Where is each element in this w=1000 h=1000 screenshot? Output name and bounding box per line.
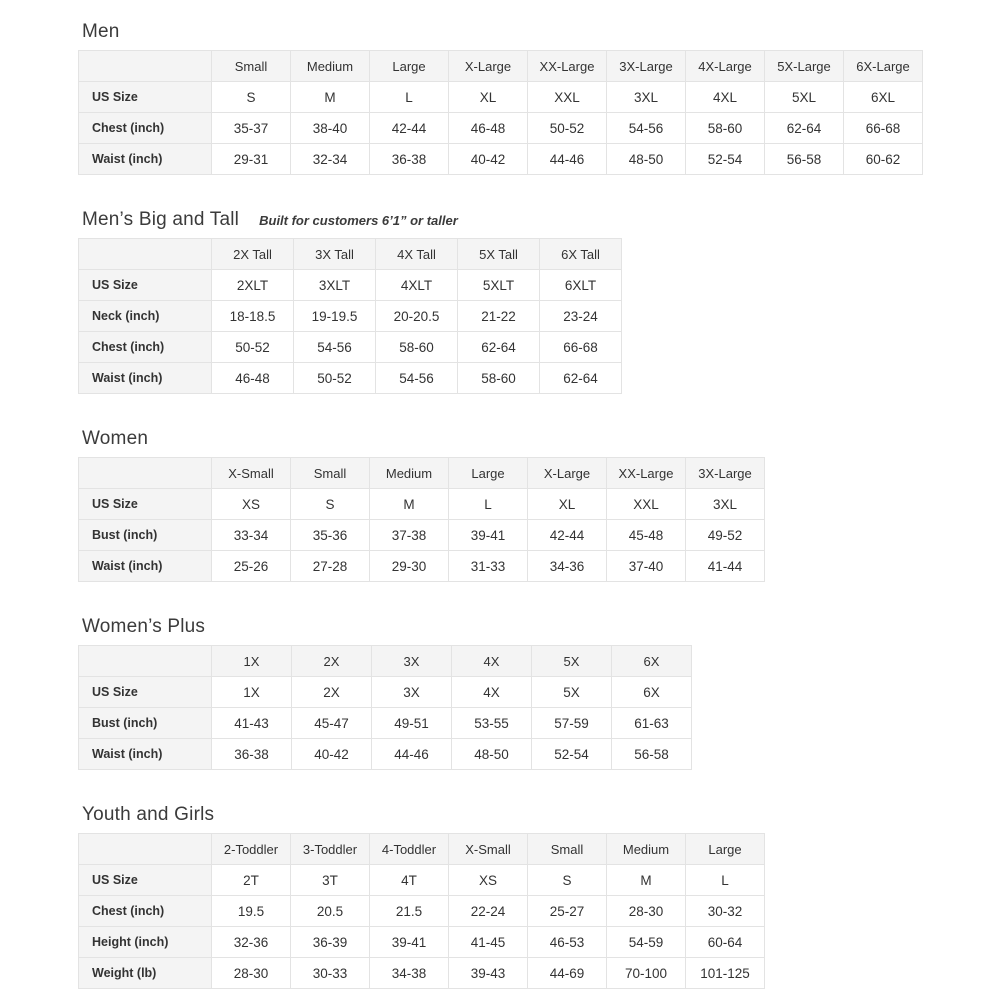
size-value: 66-68	[844, 113, 923, 144]
size-value: 34-38	[370, 958, 449, 989]
size-value: 50-52	[528, 113, 607, 144]
section-header-men	[82, 21, 1000, 43]
corner-cell	[79, 239, 212, 270]
column-header: 3X	[372, 646, 452, 677]
row-label: Neck (inch)	[79, 301, 212, 332]
section-subtitle-mens-big-and-tall: Built for customers 6’1” or taller	[259, 213, 458, 228]
size-value: 19.5	[212, 896, 291, 927]
size-value: 34-36	[528, 551, 607, 582]
table-row	[79, 677, 692, 708]
table-row	[79, 708, 692, 739]
column-header: 2X Tall	[212, 239, 294, 270]
size-value: M	[370, 489, 449, 520]
column-header: Medium	[607, 834, 686, 865]
column-header: X-Large	[449, 51, 528, 82]
size-value: 29-30	[370, 551, 449, 582]
size-value: 22-24	[449, 896, 528, 927]
row-label: Height (inch)	[79, 927, 212, 958]
size-value: 40-42	[292, 739, 372, 770]
size-value: 5XLT	[458, 270, 540, 301]
size-value: 49-52	[686, 520, 765, 551]
column-header: 5X-Large	[765, 51, 844, 82]
size-value: 4X	[452, 677, 532, 708]
size-value: 54-56	[607, 113, 686, 144]
section-title-youth-and-girls: Youth and Girls	[82, 804, 215, 825]
section-title-men: Men	[82, 21, 120, 42]
size-value: 25-27	[528, 896, 607, 927]
row-label: US Size	[79, 677, 212, 708]
column-header: XX-Large	[607, 458, 686, 489]
header-row	[79, 458, 765, 489]
table-row	[79, 82, 923, 113]
size-value: 21.5	[370, 896, 449, 927]
table-row	[79, 520, 765, 551]
size-value: 27-28	[291, 551, 370, 582]
section-womens-plus	[78, 616, 1000, 770]
column-header: 4X Tall	[376, 239, 458, 270]
table-row	[79, 927, 765, 958]
size-value: 60-64	[686, 927, 765, 958]
size-value: XS	[449, 865, 528, 896]
row-label: US Size	[79, 270, 212, 301]
size-value: 3XLT	[294, 270, 376, 301]
size-value: XL	[449, 82, 528, 113]
size-value: 18-18.5	[212, 301, 294, 332]
size-value: 41-44	[686, 551, 765, 582]
size-value: 31-33	[449, 551, 528, 582]
column-header: Medium	[370, 458, 449, 489]
size-value: 3X	[372, 677, 452, 708]
corner-cell	[79, 646, 212, 677]
size-value: 5XL	[765, 82, 844, 113]
size-value: 66-68	[540, 332, 622, 363]
size-value: 35-36	[291, 520, 370, 551]
size-value: 35-37	[212, 113, 291, 144]
section-header-youth-and-girls	[82, 804, 1000, 826]
size-value: 4XL	[686, 82, 765, 113]
size-value: 45-47	[292, 708, 372, 739]
row-label: Bust (inch)	[79, 708, 212, 739]
column-header: 4X-Large	[686, 51, 765, 82]
size-value: 36-38	[212, 739, 292, 770]
column-header: 2X	[292, 646, 372, 677]
column-header: 6X Tall	[540, 239, 622, 270]
size-value: L	[449, 489, 528, 520]
size-value: L	[370, 82, 449, 113]
size-value: 42-44	[370, 113, 449, 144]
row-label: Waist (inch)	[79, 739, 212, 770]
size-value: 50-52	[212, 332, 294, 363]
size-value: XXL	[607, 489, 686, 520]
section-women	[78, 428, 1000, 582]
table-row	[79, 144, 923, 175]
table-row	[79, 739, 692, 770]
row-label: US Size	[79, 489, 212, 520]
size-value: 30-32	[686, 896, 765, 927]
size-table-womens-plus	[78, 645, 692, 770]
size-value: 39-41	[449, 520, 528, 551]
table-row	[79, 113, 923, 144]
column-header: 3-Toddler	[291, 834, 370, 865]
table-row	[79, 896, 765, 927]
section-youth-and-girls	[78, 804, 1000, 989]
column-header: Large	[686, 834, 765, 865]
size-value: 2X	[292, 677, 372, 708]
section-mens-big-and-tall	[78, 209, 1000, 394]
size-value: 54-59	[607, 927, 686, 958]
size-value: 52-54	[532, 739, 612, 770]
size-value: 56-58	[612, 739, 692, 770]
size-value: 4XLT	[376, 270, 458, 301]
corner-cell	[79, 458, 212, 489]
column-header: 6X-Large	[844, 51, 923, 82]
size-value: 37-40	[607, 551, 686, 582]
column-header: Large	[449, 458, 528, 489]
size-value: 57-59	[532, 708, 612, 739]
size-value: 62-64	[458, 332, 540, 363]
size-value: 25-26	[212, 551, 291, 582]
size-value: S	[528, 865, 607, 896]
column-header: 3X Tall	[294, 239, 376, 270]
row-label: Waist (inch)	[79, 363, 212, 394]
size-value: 20.5	[291, 896, 370, 927]
column-header: 3X-Large	[686, 458, 765, 489]
section-header-womens-plus	[82, 616, 1000, 638]
column-header: X-Large	[528, 458, 607, 489]
column-header: 2-Toddler	[212, 834, 291, 865]
size-value: 19-19.5	[294, 301, 376, 332]
size-value: 30-33	[291, 958, 370, 989]
section-header-mens-big-and-tall	[82, 209, 1000, 231]
size-value: 48-50	[452, 739, 532, 770]
size-value: 62-64	[765, 113, 844, 144]
size-value: 58-60	[376, 332, 458, 363]
size-value: 36-38	[370, 144, 449, 175]
size-table-youth-and-girls	[78, 833, 765, 989]
column-header: XX-Large	[528, 51, 607, 82]
size-value: 37-38	[370, 520, 449, 551]
size-value: 44-69	[528, 958, 607, 989]
column-header: 6X	[612, 646, 692, 677]
size-value: 29-31	[212, 144, 291, 175]
size-value: 32-34	[291, 144, 370, 175]
row-label: Bust (inch)	[79, 520, 212, 551]
size-value: 53-55	[452, 708, 532, 739]
size-value: 61-63	[612, 708, 692, 739]
size-value: 101-125	[686, 958, 765, 989]
column-header: Small	[528, 834, 607, 865]
column-header: 5X	[532, 646, 612, 677]
size-value: 38-40	[291, 113, 370, 144]
size-value: 2T	[212, 865, 291, 896]
size-value: 44-46	[528, 144, 607, 175]
header-row	[79, 239, 622, 270]
column-header: Medium	[291, 51, 370, 82]
size-value: 44-46	[372, 739, 452, 770]
table-row	[79, 551, 765, 582]
size-value: 33-34	[212, 520, 291, 551]
column-header: 3X-Large	[607, 51, 686, 82]
size-value: M	[607, 865, 686, 896]
size-value: 40-42	[449, 144, 528, 175]
section-men	[78, 21, 1000, 175]
size-value: 42-44	[528, 520, 607, 551]
table-row	[79, 865, 765, 896]
size-value: 48-50	[607, 144, 686, 175]
size-value: M	[291, 82, 370, 113]
size-value: S	[212, 82, 291, 113]
column-header: Small	[212, 51, 291, 82]
size-value: 52-54	[686, 144, 765, 175]
size-value: 54-56	[294, 332, 376, 363]
size-value: 46-48	[212, 363, 294, 394]
size-table-mens-big-and-tall	[78, 238, 622, 394]
column-header: 4-Toddler	[370, 834, 449, 865]
column-header: Large	[370, 51, 449, 82]
size-value: 41-43	[212, 708, 292, 739]
size-value: XL	[528, 489, 607, 520]
header-row	[79, 646, 692, 677]
size-value: 3XL	[686, 489, 765, 520]
row-label: US Size	[79, 865, 212, 896]
size-value: 49-51	[372, 708, 452, 739]
size-table-men	[78, 50, 923, 175]
size-value: 3T	[291, 865, 370, 896]
size-value: 6XLT	[540, 270, 622, 301]
size-value: 23-24	[540, 301, 622, 332]
header-row	[79, 51, 923, 82]
size-value: 70-100	[607, 958, 686, 989]
table-row	[79, 489, 765, 520]
column-header: 4X	[452, 646, 532, 677]
column-header: X-Small	[212, 458, 291, 489]
size-value: 58-60	[458, 363, 540, 394]
section-title-womens-plus: Women’s Plus	[82, 616, 206, 637]
size-value: 50-52	[294, 363, 376, 394]
size-value: 39-41	[370, 927, 449, 958]
table-row	[79, 270, 622, 301]
row-label: Waist (inch)	[79, 551, 212, 582]
size-value: 4T	[370, 865, 449, 896]
size-value: 2XLT	[212, 270, 294, 301]
size-value: 3XL	[607, 82, 686, 113]
table-row	[79, 301, 622, 332]
size-value: 20-20.5	[376, 301, 458, 332]
column-header: 1X	[212, 646, 292, 677]
size-value: 54-56	[376, 363, 458, 394]
size-value: XXL	[528, 82, 607, 113]
column-header: X-Small	[449, 834, 528, 865]
row-label: US Size	[79, 82, 212, 113]
row-label: Weight (lb)	[79, 958, 212, 989]
size-value: 32-36	[212, 927, 291, 958]
size-value: 39-43	[449, 958, 528, 989]
row-label: Chest (inch)	[79, 113, 212, 144]
row-label: Waist (inch)	[79, 144, 212, 175]
size-value: S	[291, 489, 370, 520]
section-header-women	[82, 428, 1000, 450]
size-value: 21-22	[458, 301, 540, 332]
section-title-mens-big-and-tall: Men’s Big and Tall	[82, 209, 240, 230]
size-value: 6X	[612, 677, 692, 708]
size-value: L	[686, 865, 765, 896]
size-value: 36-39	[291, 927, 370, 958]
header-row	[79, 834, 765, 865]
section-title-women: Women	[82, 428, 149, 449]
size-value: 46-53	[528, 927, 607, 958]
size-value: 56-58	[765, 144, 844, 175]
corner-cell	[79, 51, 212, 82]
size-value: 5X	[532, 677, 612, 708]
column-header: 5X Tall	[458, 239, 540, 270]
corner-cell	[79, 834, 212, 865]
size-value: 1X	[212, 677, 292, 708]
column-header: Small	[291, 458, 370, 489]
size-value: 28-30	[607, 896, 686, 927]
table-row	[79, 332, 622, 363]
row-label: Chest (inch)	[79, 896, 212, 927]
table-row	[79, 363, 622, 394]
size-value: 28-30	[212, 958, 291, 989]
size-table-women	[78, 457, 765, 582]
size-value: 41-45	[449, 927, 528, 958]
size-value: 6XL	[844, 82, 923, 113]
size-value: 46-48	[449, 113, 528, 144]
size-value: 58-60	[686, 113, 765, 144]
size-value: 62-64	[540, 363, 622, 394]
size-value: XS	[212, 489, 291, 520]
row-label: Chest (inch)	[79, 332, 212, 363]
table-row	[79, 958, 765, 989]
size-value: 60-62	[844, 144, 923, 175]
size-value: 45-48	[607, 520, 686, 551]
